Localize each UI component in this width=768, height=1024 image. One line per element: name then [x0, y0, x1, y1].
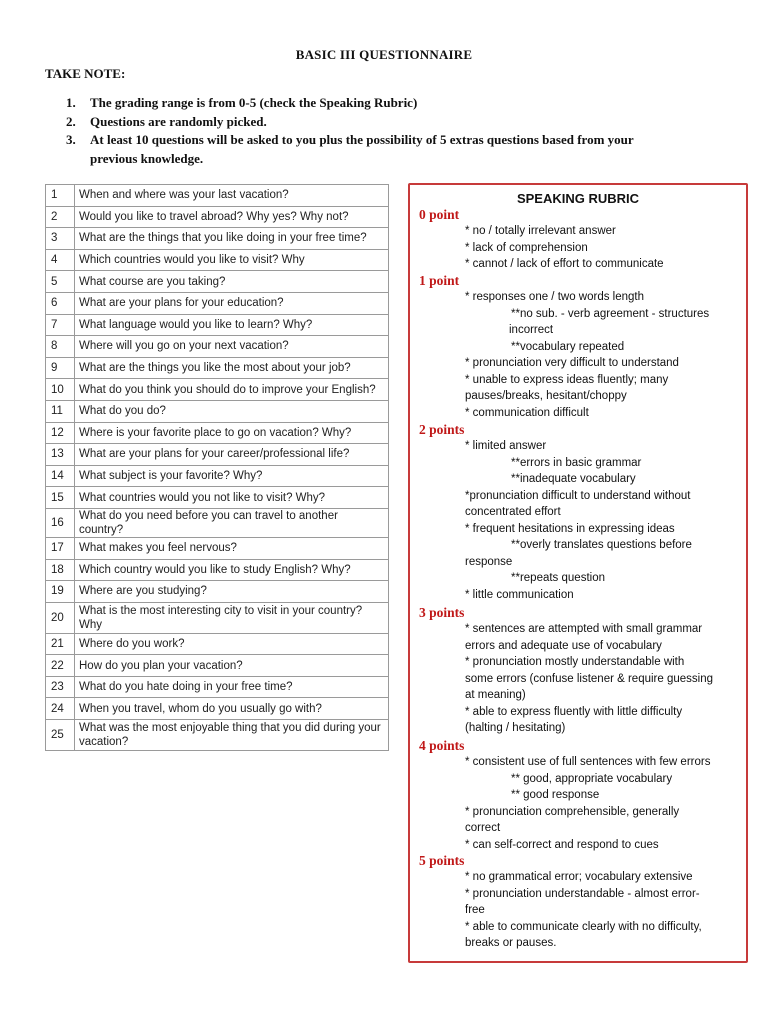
- question-line: Where are you studying?: [79, 585, 207, 598]
- rubric-criterion: incorrect: [509, 324, 554, 336]
- note-text: previous knowledge.: [90, 150, 204, 166]
- table-row: [46, 633, 389, 655]
- table-row: [46, 676, 389, 698]
- rubric-criterion: * little communication: [465, 588, 574, 601]
- question-number: 12: [46, 422, 75, 444]
- question-line-continuation: Why: [79, 618, 102, 631]
- question-line: Which countries would you like to visit? Why: [79, 254, 305, 267]
- question-text: [75, 655, 389, 677]
- rubric-criterion: * no / totally irrelevant answer: [465, 225, 616, 237]
- rubric-criterion: * lack of comprehension: [465, 241, 588, 254]
- table-row: [46, 271, 389, 293]
- rubric-criterion: **no sub. - verb agreement - structures: [511, 307, 710, 320]
- question-text: [75, 602, 389, 633]
- rubric-level-label: 3 points: [419, 605, 465, 620]
- rubric-criterion: * can self-correct and respond to cues: [465, 838, 659, 851]
- question-text: [75, 379, 389, 401]
- question-line: When and where was your last vacation?: [79, 189, 289, 202]
- table-row: [46, 698, 389, 720]
- question-text: [75, 357, 389, 379]
- question-line: What are your plans for your education?: [79, 297, 284, 310]
- document-title: BASIC III QUESTIONNAIRE: [295, 47, 473, 62]
- rubric-criterion: free: [465, 904, 485, 916]
- question-number: 9: [46, 357, 75, 379]
- question-number: 5: [46, 271, 75, 293]
- question-line: How do you plan your vacation?: [79, 659, 243, 672]
- table-row: [46, 559, 389, 581]
- rubric-criterion: ** good response: [511, 789, 600, 801]
- rubric-criterion: some errors (confuse listener & require guessing: [465, 672, 714, 685]
- question-text: [75, 314, 389, 336]
- note-text: At least 10 questions will be asked to you plus the possibility of 5 extras questions based from your: [90, 132, 634, 147]
- question-text: [75, 559, 389, 581]
- question-text: [75, 487, 389, 509]
- question-number: 7: [46, 314, 75, 336]
- rubric-criterion: **vocabulary repeated: [511, 340, 625, 353]
- rubric-criterion: breaks or pauses.: [465, 937, 557, 949]
- question-number: 18: [46, 559, 75, 581]
- question-number: 6: [46, 292, 75, 314]
- question-number: 23: [46, 676, 75, 698]
- table-row: [46, 336, 389, 358]
- table-row: [46, 314, 389, 336]
- note-number: 1.: [66, 95, 76, 110]
- rubric-criterion: * unable to express ideas fluently; many: [465, 373, 669, 386]
- table-row: [46, 185, 389, 207]
- table-row: [46, 537, 389, 559]
- table-row: [46, 655, 389, 677]
- question-text: [75, 336, 389, 358]
- question-text: [75, 228, 389, 250]
- rubric-criterion: * no grammatical error; vocabulary extensive: [465, 871, 693, 883]
- question-text: [75, 206, 389, 228]
- question-line: What do you hate doing in your free time?: [79, 681, 293, 694]
- table-row: [46, 228, 389, 250]
- rubric-criterion: * pronunciation understandable - almost error-: [465, 887, 700, 900]
- rubric-criterion: ** good, appropriate vocabulary: [511, 772, 673, 785]
- rubric-level-label: 2 points: [419, 422, 465, 437]
- table-row: [46, 292, 389, 314]
- question-number: 1: [46, 185, 75, 207]
- question-line: What do you do?: [79, 405, 166, 418]
- speaking-rubric-box: [408, 183, 748, 963]
- questions-table: [45, 184, 389, 751]
- question-line: What is the most interesting city to visit in your country?: [79, 604, 363, 617]
- note-item: [66, 113, 706, 132]
- question-line: Where do you work?: [79, 637, 185, 650]
- rubric-criterion: * able to express fluently with little difficulty: [465, 705, 683, 718]
- question-text: [75, 292, 389, 314]
- rubric-criterion: **overly translates questions before: [511, 539, 692, 551]
- question-text: [75, 400, 389, 422]
- question-text: [75, 581, 389, 603]
- rubric-criterion: correct: [465, 822, 501, 834]
- question-line: Which country would you like to study English? Why?: [79, 563, 351, 576]
- rubric-criterion: * pronunciation mostly understandable with: [465, 656, 685, 668]
- question-number: 20: [46, 602, 75, 633]
- note-text: Questions are randomly picked.: [90, 113, 267, 129]
- rubric-criterion: **errors in basic grammar: [511, 456, 642, 469]
- question-text: [75, 249, 389, 271]
- rubric-level-label: 0 point: [419, 207, 460, 222]
- note-item: [66, 94, 706, 113]
- question-text: [75, 720, 389, 751]
- question-text: [75, 537, 389, 559]
- rubric-criterion: * pronunciation comprehensible, generally: [465, 805, 680, 818]
- question-number: 16: [46, 508, 75, 537]
- question-text: [75, 633, 389, 655]
- rubric-criterion: * pronunciation very difficult to understand: [465, 357, 679, 369]
- notes-list: [66, 94, 706, 168]
- question-line: What do you need before you can travel to another country?: [79, 509, 338, 536]
- rubric-level-label: 1 point: [419, 273, 460, 288]
- question-line: Where will you go on your next vacation?: [79, 340, 289, 353]
- rubric-criterion: **inadequate vocabulary: [511, 473, 636, 485]
- question-number: 19: [46, 581, 75, 603]
- question-line: What countries would you not like to visit? Why?: [79, 491, 326, 504]
- table-row: [46, 444, 389, 466]
- note-number: 3.: [66, 132, 76, 147]
- question-line: When you travel, whom do you usually go with?: [79, 702, 322, 715]
- rubric-criterion: errors and adequate use of vocabulary: [465, 639, 662, 652]
- question-line: What are your plans for your career/professional life?: [79, 448, 350, 461]
- table-row: [46, 379, 389, 401]
- take-note-heading: TAKE NOTE:: [45, 66, 126, 81]
- note-number: 2.: [66, 113, 76, 129]
- question-text: [75, 508, 389, 537]
- questions-table-body: [46, 185, 389, 751]
- rubric-level-label: 5 points: [419, 853, 465, 868]
- question-line-continuation: vacation?: [79, 736, 129, 749]
- rubric-criterion: *pronunciation difficult to understand without: [465, 489, 691, 502]
- question-number: 10: [46, 379, 75, 401]
- note-item-continuation: [66, 150, 706, 169]
- rubric-criterion: at meaning): [465, 689, 526, 701]
- question-line: What subject is your favorite? Why?: [79, 470, 263, 483]
- table-row: [46, 487, 389, 509]
- rubric-level-label: 4 points: [419, 738, 465, 753]
- table-row: [46, 422, 389, 444]
- table-row: [46, 400, 389, 422]
- table-row: [46, 720, 389, 751]
- question-number: 17: [46, 537, 75, 559]
- question-number: 2: [46, 206, 75, 228]
- question-number: 13: [46, 444, 75, 466]
- question-text: [75, 444, 389, 466]
- question-number: 11: [46, 400, 75, 422]
- rubric-criterion: pauses/breaks, hesitant/choppy: [465, 390, 627, 402]
- table-row: [46, 581, 389, 603]
- question-number: 3: [46, 228, 75, 250]
- table-row: [46, 465, 389, 487]
- rubric-criterion: (halting / hesitating): [465, 722, 566, 734]
- rubric-title: SPEAKING RUBRIC: [516, 191, 640, 206]
- question-number: 8: [46, 336, 75, 358]
- question-number: 21: [46, 633, 75, 655]
- rubric-criterion: * sentences are attempted with small grammar: [465, 623, 703, 635]
- question-line: Where is your favorite place to go on vacation? Why?: [79, 426, 352, 439]
- table-row: [46, 249, 389, 271]
- question-line: What course are you taking?: [79, 275, 226, 288]
- question-number: 4: [46, 249, 75, 271]
- question-number: 15: [46, 487, 75, 509]
- question-number: 25: [46, 720, 75, 751]
- question-text: [75, 185, 389, 207]
- question-text: [75, 676, 389, 698]
- rubric-criterion: * able to communicate clearly with no difficulty,: [465, 920, 702, 933]
- question-text: [75, 422, 389, 444]
- table-row: [46, 206, 389, 228]
- question-line: Would you like to travel abroad? Why yes? Why not?: [79, 210, 349, 223]
- rubric-criterion: * consistent use of full sentences with few errors: [465, 756, 711, 768]
- table-row: [46, 508, 389, 537]
- question-line: What do you think you should do to improve your English?: [79, 383, 376, 396]
- rubric-criterion: * cannot / lack of effort to communicate: [465, 258, 664, 270]
- question-line: What are the things you like the most about your job?: [79, 362, 351, 375]
- rubric-criterion: **repeats question: [511, 572, 605, 584]
- question-text: [75, 698, 389, 720]
- rubric-criterion: * limited answer: [465, 440, 547, 452]
- note-item: [66, 131, 706, 150]
- table-row: [46, 602, 389, 633]
- question-line: What are the things that you like doing in your free time?: [79, 232, 367, 245]
- rubric-criterion: response: [465, 555, 513, 568]
- rubric-criterion: * responses one / two words length: [465, 291, 644, 303]
- table-row: [46, 357, 389, 379]
- question-number: 14: [46, 465, 75, 487]
- note-text: The grading range is from 0-5 (check the Speaking Rubric): [90, 95, 418, 110]
- question-line: What makes you feel nervous?: [79, 542, 237, 555]
- question-text: [75, 465, 389, 487]
- question-number: 24: [46, 698, 75, 720]
- question-line: What language would you like to learn? Why?: [79, 318, 313, 331]
- question-text: [75, 271, 389, 293]
- question-number: 22: [46, 655, 75, 677]
- rubric-criterion: * frequent hesitations in expressing ideas: [465, 522, 675, 535]
- rubric-criterion: concentrated effort: [465, 506, 561, 518]
- question-line: What was the most enjoyable thing that you did during your: [79, 722, 381, 735]
- rubric-criterion: * communication difficult: [465, 406, 589, 419]
